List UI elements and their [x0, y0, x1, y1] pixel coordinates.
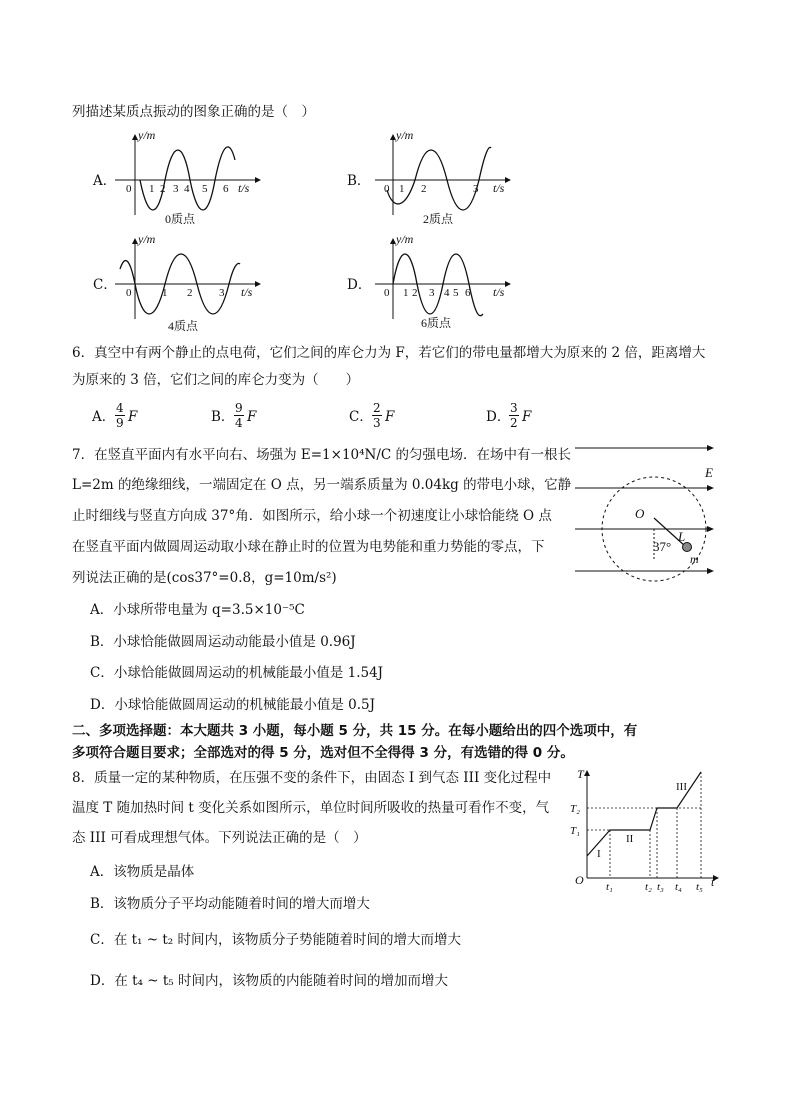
q6-option-a-letter: A．: [92, 409, 116, 425]
q6-option-a-var: F: [128, 409, 138, 425]
fig8-II: II: [626, 833, 634, 845]
q7-line5: 列说法正确的是(cos37°=0.8，g=10m/s²): [72, 570, 337, 586]
q8-option-b[interactable]: B．该物质分子平均动能随着时间的增大而增大: [90, 896, 370, 912]
tick-a-0: 0: [126, 183, 132, 195]
q6-option-d-letter: D．: [486, 409, 511, 425]
q5-graph-a: [110, 130, 270, 225]
xlabel-c: t/s: [241, 285, 253, 299]
xlabel-b: t/s: [493, 181, 505, 195]
tick-a-3: 3: [173, 183, 179, 195]
tick-a-2: 2: [160, 183, 166, 195]
q7-line2: L=2m 的绝缘细线，一端固定在 O 点，另一端系质量为 0.04kg 的带电小球，它静: [72, 477, 572, 493]
q5-option-a-letter[interactable]: A．: [93, 173, 117, 189]
caption-d: 6质点: [421, 316, 452, 330]
q5-option-c-letter[interactable]: C．: [93, 277, 117, 293]
q7-option-a[interactable]: A．小球所带电量为 q=3.5×10⁻⁵C: [90, 602, 305, 618]
ylabel-b: y/m: [396, 128, 414, 142]
fig8-T2: T₂: [570, 803, 580, 815]
section2-line2: 多项符合题目要求；全部选对的得 5 分，选对但不全得得 3 分，有选错的得 0 分。: [72, 745, 574, 761]
q6-line2: 为原来的 3 倍，它们之间的库仑力变为（ ）: [72, 372, 360, 388]
fig8-t1: t₁: [606, 881, 613, 893]
tick-d-6: 6: [465, 287, 471, 299]
tick-c-2: 2: [187, 287, 193, 299]
section2-line1: 二、多项选择题：本大题共 3 小题，每小题 5 分，共 15 分。在每小题给出的四个选项中，有: [72, 723, 638, 739]
q8-line1: 8．质量一定的某种物质，在压强不变的条件下，由固态 I 到气态 III 变化过程中: [72, 770, 552, 786]
tick-b-2: 2: [421, 183, 427, 195]
q5-graph-d: [365, 234, 525, 334]
fig8-T1: T₁: [570, 825, 580, 837]
q5-option-d-letter[interactable]: D．: [347, 277, 372, 293]
fig8-III: III: [676, 781, 687, 793]
fig8-t4: t₄: [675, 881, 682, 893]
tick-b-0: 0: [384, 183, 390, 195]
q6-option-b-letter: B．: [211, 409, 235, 425]
fig8-t2: t₂: [645, 881, 652, 893]
fig7-O: O: [635, 506, 645, 521]
xlabel-d: t/s: [493, 285, 505, 299]
q6-option-b-fraction: $\frac{9}{4}$: [235, 401, 243, 430]
tick-b-1: 1: [399, 183, 405, 195]
q7-line3: 止时细线与竖直方向成 37°角．如图所示，给小球一个初速度让小球恰能绕 O 点: [72, 508, 552, 524]
q6-option-b-var: F: [247, 409, 257, 425]
caption-c: 4质点: [168, 319, 199, 333]
q5-option-b-letter[interactable]: B．: [347, 173, 371, 189]
wave-b: [387, 147, 491, 210]
tick-a-4: 4: [184, 183, 190, 195]
q6-option-c-letter: C．: [349, 409, 373, 425]
ylabel-d: y/m: [396, 232, 414, 246]
ylabel-a: y/m: [138, 128, 156, 142]
q7-figure: [575, 440, 720, 585]
q6-option-c-fraction: $\frac{2}{3}$: [373, 401, 381, 430]
q8-option-c[interactable]: C．在 t₁ ~ t₂ 时间内，该物质分子势能随着时间的增大而增大: [90, 932, 461, 948]
q7-option-c[interactable]: C．小球恰能做圆周运动的机械能最小值是 1.54J: [90, 665, 384, 681]
wave-a: [140, 147, 235, 210]
fig8-O: O: [575, 873, 584, 887]
q7-option-b[interactable]: B．小球恰能做圆周运动动能最小值是 0.96J: [90, 634, 356, 650]
xlabel-a: t/s: [238, 181, 250, 195]
ylabel-c: y/m: [138, 232, 156, 246]
q6-option-d-var: F: [522, 409, 532, 425]
q7-line4: 在竖直平面内做圆周运动取小球在静止时的位置为电势能和重力势能的零点，下: [72, 539, 545, 555]
tick-d-3: 3: [429, 287, 435, 299]
tick-d-0: 0: [384, 287, 390, 299]
q5-graph-c: [110, 234, 270, 334]
q8-line2: 温度 T 随加热时间 t 变化关系如图所示，单位时间所吸收的热量可看作不变，气: [72, 800, 550, 816]
tick-c-3: 3: [219, 287, 225, 299]
q7-line1: 7．在竖直平面内有水平向右、场强为 E=1×10⁴N/C 的匀强电场．在场中有一根长: [72, 447, 572, 463]
q6-line1: 6．真空中有两个静止的点电荷，它们之间的库仑力为 F，若它们的带电量都增大为原来的 2 倍，距离增大: [72, 345, 706, 361]
tick-a-6: 6: [223, 183, 229, 195]
fig8-t5: t₅: [696, 881, 703, 893]
q8-figure: [565, 760, 725, 895]
tick-d-1: 1: [403, 287, 409, 299]
q8-line3: 态 III 可看成理想气体。下列说法正确的是（ ）: [72, 830, 367, 846]
q5-graph-b: [365, 130, 525, 225]
fig8-t3: t₃: [657, 881, 664, 893]
q8-option-a[interactable]: A．该物质是晶体: [90, 864, 195, 880]
fig8-t: t: [711, 875, 715, 889]
fig8-I: I: [597, 848, 601, 860]
fig7-E: E: [705, 465, 713, 480]
fig8-T: T: [577, 767, 584, 781]
fig7-m: m: [690, 552, 699, 566]
q6-option-c-var: F: [385, 409, 395, 425]
q6-option-d-fraction: $\frac{3}{2}$: [510, 401, 518, 430]
caption-a: 0质点: [165, 212, 196, 226]
q6-option-a-fraction: $\frac{4}{9}$: [116, 401, 124, 430]
fig7-angle: 37°: [653, 539, 672, 554]
q8-option-d[interactable]: D．在 t₄ ~ t₅ 时间内，该物质的内能随着时间的增加而增大: [90, 973, 448, 989]
caption-b: 2质点: [423, 212, 454, 226]
tick-b-3: 3: [473, 183, 479, 195]
tick-c-1: 1: [162, 287, 168, 299]
q5-stem: 列描述某质点振动的图象正确的是（ ）: [72, 104, 315, 120]
tick-a-5: 5: [202, 183, 208, 195]
fig7-L: L: [678, 529, 686, 544]
tick-a-1: 1: [149, 183, 155, 195]
wave-d: [393, 254, 483, 316]
tick-c-0: 0: [126, 287, 132, 299]
tick-d-5: 5: [453, 287, 459, 299]
q7-option-d[interactable]: D．小球恰能做圆周运动的机械能最小值是 0.5J: [90, 697, 375, 713]
tick-d-4: 4: [444, 287, 450, 299]
tick-d-2: 2: [412, 287, 418, 299]
